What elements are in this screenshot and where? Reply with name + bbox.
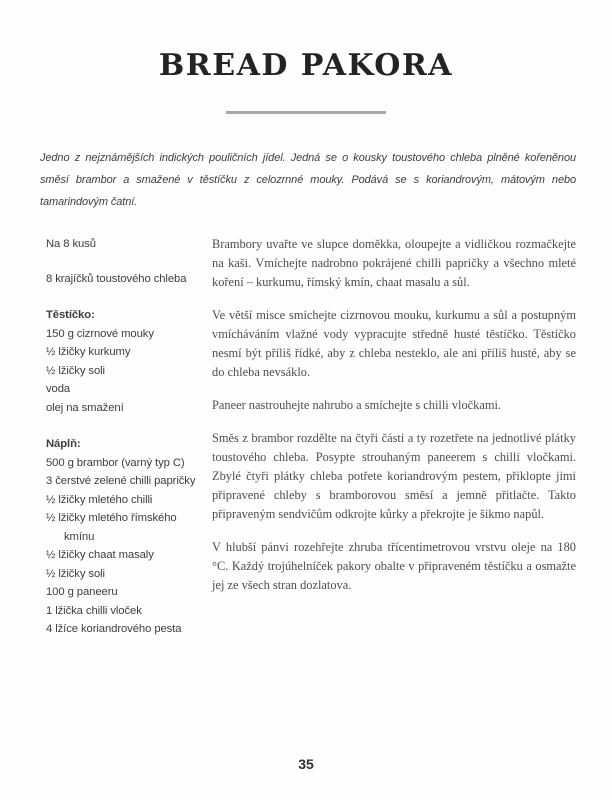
ingredient-item: ½ lžičky soli [46, 567, 105, 580]
ingredient-item: 3 čerstvé zelené chilli papričky [46, 475, 196, 487]
ingredient-item: 100 g paneeru [46, 586, 118, 598]
title-divider [226, 111, 386, 114]
method-paragraph: Ve větší misce smíchejte cizrnovou mouku, kurkumu a sůl a postupným vmícháváním vlažné vody vypracujte středně husté těstíčko. Těstíčko nesmí být příliš řídké, aby z chleba nesteklo, ale ani příliš husté, aby se do chleba nevsáklo. [212, 308, 576, 379]
recipe-intro: Jedno z nejznámějších indických pouličních jídel. Jedná se o kousky toustového chleba plněné kořeněnou směsí brambor a smažené v těstíčku z celozrnné mouky. Podává se s koriandrovým, mátovým nebo tamarindovým čatní. [40, 152, 576, 208]
filling-section [46, 435, 206, 639]
ingredient-item: 4 lžíce koriandrového pesta [46, 623, 182, 635]
servings-label: Na 8 kusů [46, 238, 96, 250]
filling-heading: Náplň: [46, 438, 81, 450]
ingredient-main: 8 krajíčků toustového chleba [46, 272, 187, 285]
ingredient-item: 1 lžička chilli vloček [46, 604, 142, 617]
page-number: 35 [298, 756, 314, 772]
method-paragraph: Brambory uvařte ve slupce doměkka, oloupejte a vidličkou rozmačkejte na kaši. Vmíchejte nadrobno pokrájené chilli papričky a všechno mleté koření – kurkumu, římský kmín, chaat masalu a sůl. [212, 237, 576, 289]
ingredient-item: 150 g cizrnové mouky [46, 327, 154, 340]
method-column [212, 235, 576, 639]
ingredient-item: olej na smažení [46, 401, 124, 414]
ingredient-item: ½ lžičky kurkumy [46, 346, 131, 358]
ingredient-item: 500 g brambor (varný typ C) [46, 456, 185, 469]
ingredient-item: ½ lžičky mletého chilli [46, 493, 153, 506]
ingredients-column [46, 235, 206, 639]
batter-section [46, 306, 206, 417]
ingredient-item: ½ lžičky soli [46, 364, 105, 377]
method-paragraph: Směs z brambor rozdělte na čtyři části a ty rozetřete na jednotlivé plátky toustového chleba. Posypte strouhaným paneerem s chilli vločkami. Zbylé čtyři plátky chleba potřete koriandrovým pestem, přiklopte jimi připravené chleby s bramborovou směsí a jemně přitlačte. Takto připraveným sendvičům odkrojte kůrky a překrojte je šikmo napůl. [212, 431, 576, 521]
method-paragraph: V hlubší pánvi rozehřejte zhruba třícentimetrovou vrstvu oleje na 180 °C. Každý trojúhelníček pakory obalte v připraveném těstíčku a osmažte jej ze všech stran dozlatova. [212, 540, 576, 592]
batter-heading: Těstíčko: [46, 309, 95, 321]
method-paragraph: Paneer nastrouhejte nahrubo a smíchejte s chilli vločkami. [212, 398, 502, 412]
ingredient-item: voda [46, 383, 71, 395]
page-title: BREAD PAKORA [158, 48, 454, 83]
ingredient-item: ½ lžičky chaat masaly [46, 549, 154, 561]
ingredient-item: ½ lžičky mletého římského kmínu [46, 512, 177, 543]
recipe-body [0, 235, 612, 639]
